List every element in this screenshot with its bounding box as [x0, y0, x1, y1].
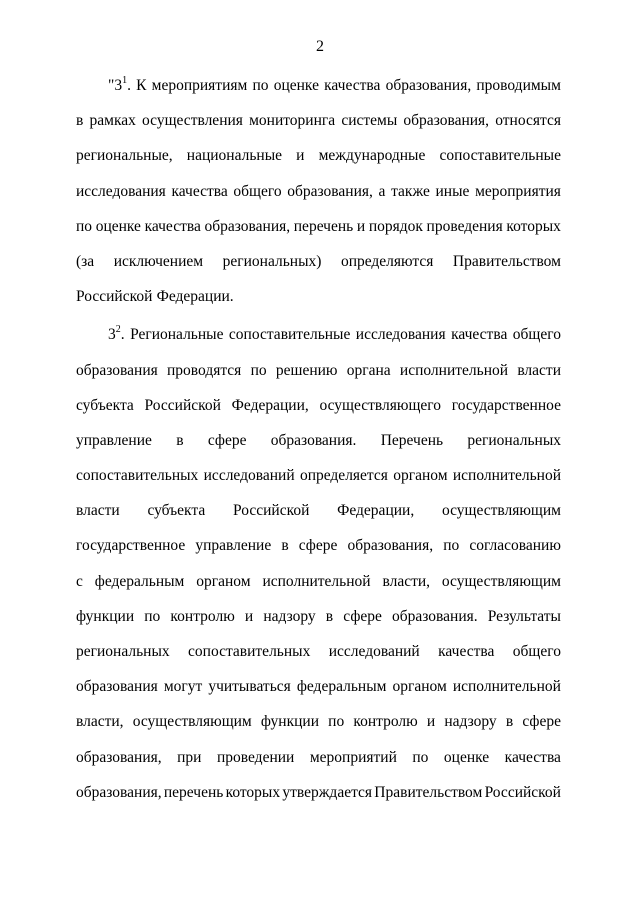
text-line: субъекта Российской Федерации, осуществляющего государственное	[76, 396, 561, 414]
text-line: региональных сопоставительных исследований качества общего	[76, 643, 561, 660]
text-line: власти, осуществляющим функции по контролю и надзору в сфере	[76, 713, 561, 731]
text-line: образования проводятся по решению органа исполнительной власти	[76, 361, 561, 379]
text-line: управление в сфере образования. Перечень региональных	[76, 431, 561, 449]
page-number: 2	[316, 38, 324, 55]
text-line: по оценке качества образования, перечень и порядок проведения которых	[76, 217, 561, 235]
text-line: образования могут учитываться федеральным органом исполнительной	[76, 678, 561, 696]
text-line: региональные, национальные и международные сопоставительные	[76, 147, 561, 165]
paragraph-3-2	[76, 317, 561, 810]
text-line: образования, перечень которых утверждается Правительством Российской	[76, 783, 561, 801]
document-body	[76, 68, 561, 810]
paragraph-3-1	[76, 68, 561, 314]
text-line: образования, при проведении мероприятий по оценке качества	[76, 748, 561, 766]
text-line: в рамках осуществления мониторинга системы образования, относятся	[76, 112, 561, 130]
text-line: государственное управление в сфере образования, по согласованию	[76, 537, 561, 555]
text-line: (за исключением региональных) определяются Правительством	[76, 252, 561, 270]
text-line: "$3^1$. К мероприятиям по оценке качества образования, проводимым	[108, 74, 561, 94]
text-line: $3^2$. Региональные сопоставительные исследования качества общего	[108, 324, 561, 344]
text-line: сопоставительных исследований определяется органом исполнительной	[76, 467, 561, 485]
text-line: исследования качества общего образования, а также иные мероприятия	[76, 182, 561, 200]
text-line: Российской Федерации.	[76, 288, 234, 306]
text-line: с федеральным органом исполнительной власти, осуществляющим	[76, 572, 561, 590]
text-line: власти субъекта Российской Федерации, осуществляющим	[76, 502, 561, 520]
text-line: функции по контролю и надзору в сфере образования. Результаты	[76, 607, 561, 625]
